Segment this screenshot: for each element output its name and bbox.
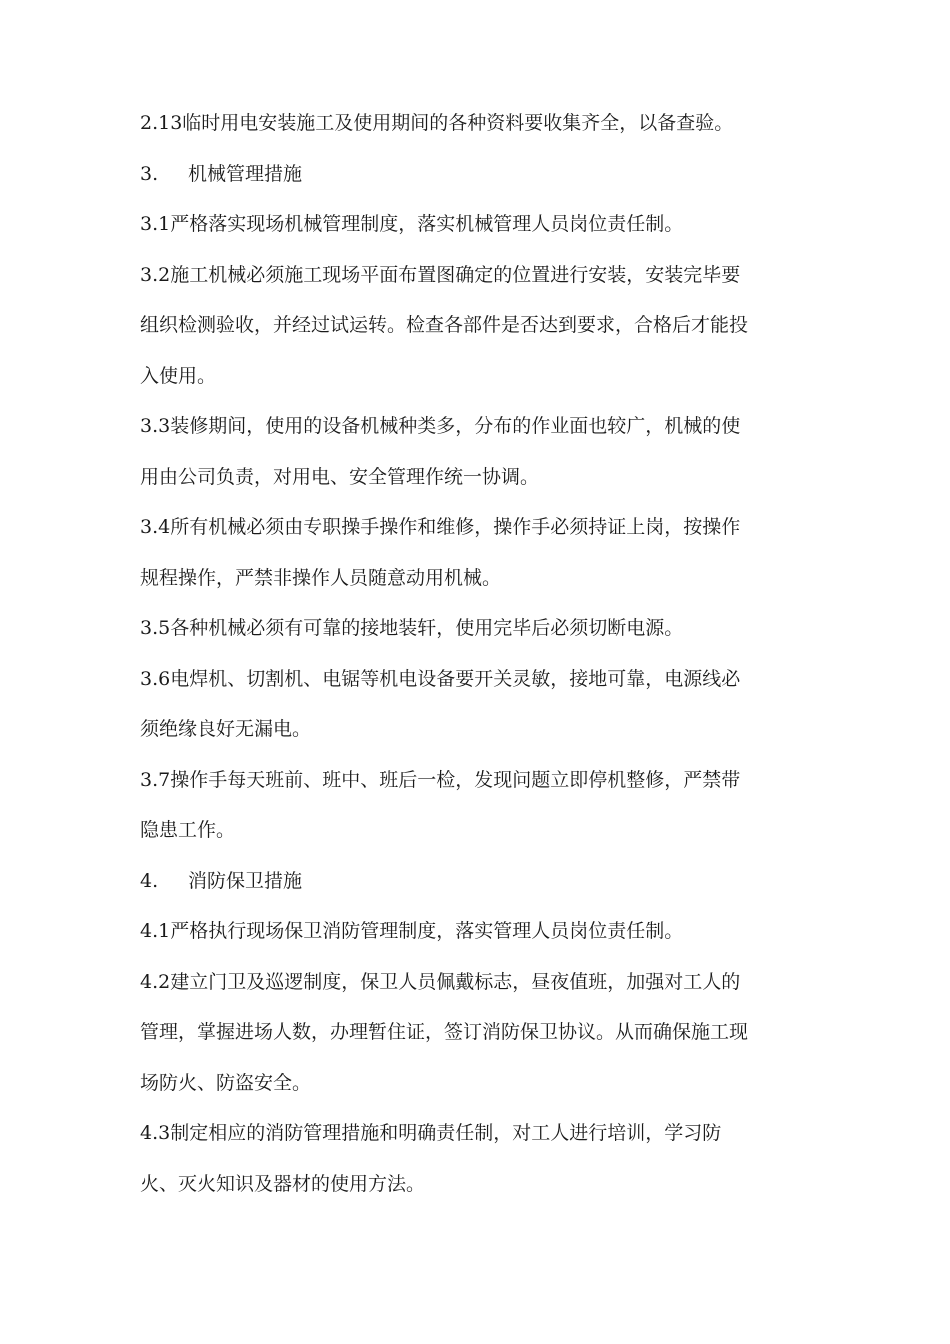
section-heading-4 xyxy=(140,856,830,907)
text-line-3-3b: 用由公司负责，对用电、安全管理作统一协调。 xyxy=(140,465,540,488)
section-number-3: 3. xyxy=(140,162,159,185)
text-line-3-7b: 隐患工作。 xyxy=(140,819,236,841)
text-line-3-2c: 入使用。 xyxy=(140,364,217,387)
document-body xyxy=(140,98,830,1209)
text-line-3-2a: 3.2施工机械必须施工现场平面布置图确定的位置进行安装，安装完毕要 xyxy=(140,263,741,286)
text-line-3-7a: 3.7操作手每天班前、班中、班后一检，发现问题立即停机整修，严禁带 xyxy=(140,768,741,791)
text-line-3-1: 3.1严格落实现场机械管理制度，落实机械管理人员岗位责任制。 xyxy=(140,213,684,235)
section-title-3: 机械管理措施 xyxy=(188,162,303,185)
text-line-3-6b: 须绝缘良好无漏电。 xyxy=(140,718,312,740)
text-line-4-1: 4.1严格执行现场保卫消防管理制度，落实管理人员岗位责任制。 xyxy=(140,920,684,942)
text-line-3-2b: 组织检测验收，并经过试运转。检查各部件是否达到要求，合格后才能投 xyxy=(140,314,749,336)
text-line-3-5: 3.5各种机械必须有可靠的接地装轩，使用完毕后必须切断电源。 xyxy=(140,617,684,639)
section-number-4: 4. xyxy=(140,869,159,892)
text-line-3-4b: 规程操作，严禁非操作人员随意动用机械。 xyxy=(140,566,502,589)
section-heading-3 xyxy=(140,149,830,200)
text-line-4-3a: 4.3制定相应的消防管理措施和明确责任制，对工人进行培训，学习防 xyxy=(140,1122,722,1144)
text-line-4-3b: 火、灭火知识及器材的使用方法。 xyxy=(140,1172,426,1195)
text-line-4-2c: 场防火、防盗安全。 xyxy=(140,1071,312,1094)
section-title-4: 消防保卫措施 xyxy=(188,869,303,892)
text-line-3-6a: 3.6电焊机、切割机、电锯等机电设备要开关灵敏，接地可靠，电源线必 xyxy=(140,667,741,690)
text-line-2-13: 2.13临时用电安装施工及使用期间的各种资料要收集齐全，以备查验。 xyxy=(140,112,734,134)
text-line-4-2b: 管理，掌握进场人数，办理暂住证，签订消防保卫协议。从而确保施工现 xyxy=(140,1021,749,1043)
text-line-4-2a: 4.2建立门卫及巡逻制度，保卫人员佩戴标志，昼夜值班，加强对工人的 xyxy=(140,970,741,993)
text-line-3-3a: 3.3装修期间，使用的设备机械种类多，分布的作业面也较广，机械的使 xyxy=(140,415,741,437)
text-line-3-4a: 3.4所有机械必须由专职操手操作和维修，操作手必须持证上岗，按操作 xyxy=(140,516,741,538)
